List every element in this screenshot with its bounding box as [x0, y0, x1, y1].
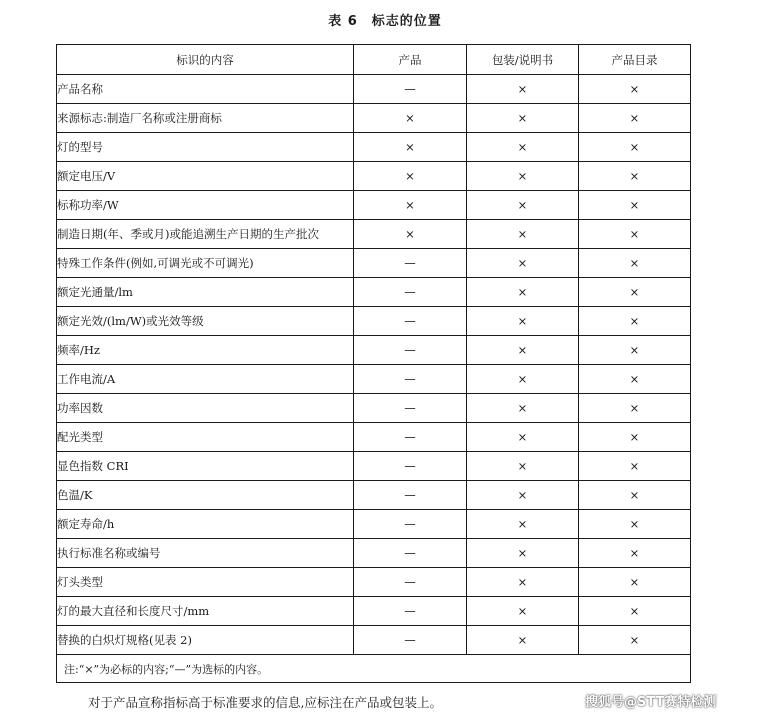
table-row [57, 539, 691, 568]
product-mark: — [354, 539, 467, 568]
catalog-mark: × [579, 220, 691, 249]
watermark: 搜狐号@STT赛特检测 [585, 695, 717, 710]
row-label: 配光类型 [57, 423, 354, 452]
header-product: 产品 [354, 45, 467, 75]
table-row [57, 336, 691, 365]
product-mark: × [354, 104, 467, 133]
row-label: 执行标准名称或编号 [57, 539, 354, 568]
package-mark: × [467, 365, 579, 394]
package-mark: × [467, 75, 579, 104]
package-mark: × [467, 191, 579, 220]
table-row [57, 597, 691, 626]
product-mark: — [354, 626, 467, 655]
catalog-mark: × [579, 510, 691, 539]
table-header-row [57, 45, 691, 75]
catalog-mark: × [579, 133, 691, 162]
catalog-mark: × [579, 307, 691, 336]
product-mark: — [354, 481, 467, 510]
table-row [57, 365, 691, 394]
table-row [57, 423, 691, 452]
catalog-mark: × [579, 423, 691, 452]
row-label: 额定寿命/h [57, 510, 354, 539]
row-label: 额定光通量/lm [57, 278, 354, 307]
row-label: 频率/Hz [57, 336, 354, 365]
package-mark: × [467, 510, 579, 539]
table-row [57, 307, 691, 336]
footer-text: 对于产品宣称指标高于标准要求的信息,应标注在产品或包装上。 [88, 695, 442, 710]
package-mark: × [467, 162, 579, 191]
table-row [57, 510, 691, 539]
table-note: 注:“×”为必标的内容;“—”为选标的内容。 [57, 655, 691, 683]
product-mark: — [354, 394, 467, 423]
package-mark: × [467, 626, 579, 655]
table-row [57, 481, 691, 510]
row-label: 工作电流/A [57, 365, 354, 394]
catalog-mark: × [579, 597, 691, 626]
package-mark: × [467, 452, 579, 481]
catalog-mark: × [579, 539, 691, 568]
product-mark: × [354, 220, 467, 249]
catalog-mark: × [579, 481, 691, 510]
package-mark: × [467, 104, 579, 133]
row-label: 产品名称 [57, 75, 354, 104]
header-catalog: 产品目录 [579, 45, 691, 75]
row-label: 灯头类型 [57, 568, 354, 597]
row-label: 标称功率/W [57, 191, 354, 220]
table-row [57, 104, 691, 133]
row-label: 来源标志:制造厂名称或注册商标 [57, 104, 354, 133]
product-mark: — [354, 365, 467, 394]
table-row [57, 220, 691, 249]
catalog-mark: × [579, 365, 691, 394]
catalog-mark: × [579, 104, 691, 133]
package-mark: × [467, 394, 579, 423]
table-row [57, 452, 691, 481]
table-row [57, 394, 691, 423]
catalog-mark: × [579, 162, 691, 191]
package-mark: × [467, 481, 579, 510]
table-row [57, 133, 691, 162]
product-mark: × [354, 133, 467, 162]
package-mark: × [467, 307, 579, 336]
marking-position-table [56, 44, 691, 683]
package-mark: × [467, 336, 579, 365]
row-label: 额定光效/(lm/W)或光效等级 [57, 307, 354, 336]
product-mark: — [354, 75, 467, 104]
header-package: 包装/说明书 [467, 45, 579, 75]
table-title: 表 6 标志的位置 [328, 14, 442, 29]
package-mark: × [467, 423, 579, 452]
product-mark: — [354, 597, 467, 626]
table-row [57, 249, 691, 278]
package-mark: × [467, 568, 579, 597]
row-label: 显色指数 CRI [57, 452, 354, 481]
catalog-mark: × [579, 452, 691, 481]
package-mark: × [467, 220, 579, 249]
package-mark: × [467, 539, 579, 568]
catalog-mark: × [579, 568, 691, 597]
package-mark: × [467, 597, 579, 626]
catalog-mark: × [579, 336, 691, 365]
table-row [57, 75, 691, 104]
product-mark: — [354, 336, 467, 365]
package-mark: × [467, 249, 579, 278]
product-mark: × [354, 191, 467, 220]
row-label: 制造日期(年、季或月)或能追溯生产日期的生产批次 [57, 220, 354, 249]
product-mark: — [354, 510, 467, 539]
product-mark: — [354, 423, 467, 452]
catalog-mark: × [579, 394, 691, 423]
product-mark: — [354, 568, 467, 597]
catalog-mark: × [579, 626, 691, 655]
table-row [57, 568, 691, 597]
package-mark: × [467, 133, 579, 162]
catalog-mark: × [579, 278, 691, 307]
product-mark: — [354, 249, 467, 278]
header-content: 标识的内容 [57, 45, 354, 75]
catalog-mark: × [579, 75, 691, 104]
package-mark: × [467, 278, 579, 307]
row-label: 额定电压/V [57, 162, 354, 191]
row-label: 功率因数 [57, 394, 354, 423]
catalog-mark: × [579, 191, 691, 220]
row-label: 色温/K [57, 481, 354, 510]
row-label: 特殊工作条件(例如,可调光或不可调光) [57, 249, 354, 278]
row-label: 替换的白炽灯规格(见表 2) [57, 626, 354, 655]
product-mark: — [354, 278, 467, 307]
table-row [57, 626, 691, 655]
row-label: 灯的型号 [57, 133, 354, 162]
product-mark: × [354, 162, 467, 191]
table-row [57, 191, 691, 220]
table-note-row [57, 655, 691, 683]
row-label: 灯的最大直径和长度尺寸/mm [57, 597, 354, 626]
product-mark: — [354, 307, 467, 336]
catalog-mark: × [579, 249, 691, 278]
product-mark: — [354, 452, 467, 481]
table-row [57, 278, 691, 307]
table-row [57, 162, 691, 191]
